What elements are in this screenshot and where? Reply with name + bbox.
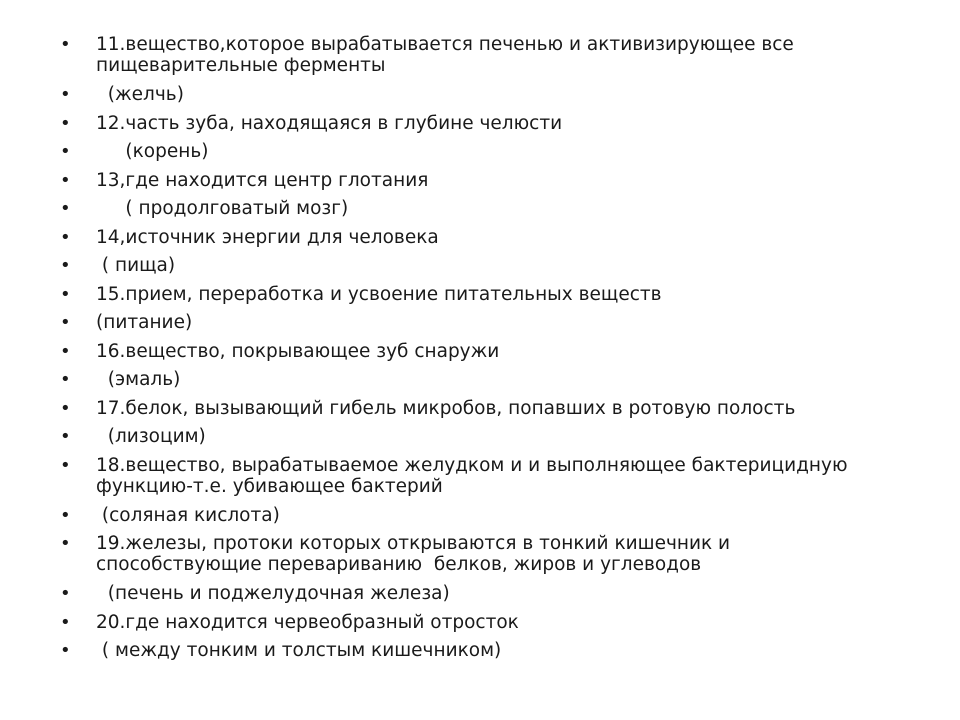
item-text: 15.прием, переработка и усвоение питательных веществ: [96, 283, 662, 305]
list-item: [60, 455, 900, 497]
bullet-dot-icon: •: [60, 533, 71, 554]
item-text: 18.вещество, вырабатываемое желудком и и выполняющее бактерицидную функцию-т.е. убивающее бактерий: [96, 454, 854, 497]
item-text: 17.белок, вызывающий гибель микробов, попавших в ротовую полость: [96, 397, 796, 419]
bullet-dot-icon: •: [60, 454, 71, 476]
item-text: 11.вещество,которое вырабатывается печенью и активизирующее все пищеварительные ферменты: [96, 34, 800, 76]
bullet-dot-icon: •: [60, 640, 71, 661]
bullet-dot-icon: •: [60, 397, 71, 419]
item-text: (соляная кислота): [96, 504, 280, 526]
list-item: [60, 227, 900, 248]
bullet-dot-icon: •: [60, 283, 71, 305]
list-item: [60, 341, 900, 362]
list-item: [60, 255, 900, 276]
item-text: 13,где находится центр глотания: [96, 169, 429, 191]
bullet-dot-icon: •: [60, 84, 71, 105]
item-text: (желчь): [96, 84, 184, 105]
bullet-dot-icon: •: [60, 504, 71, 526]
list-item: [60, 141, 900, 162]
list-item: [60, 640, 900, 661]
bullet-dot-icon: •: [60, 34, 71, 55]
bullet-dot-icon: •: [60, 141, 71, 162]
list-item: [60, 612, 900, 633]
bullet-dot-icon: •: [60, 369, 71, 390]
item-text: 14,источник энергии для человека: [96, 226, 439, 248]
bullet-dot-icon: •: [60, 312, 71, 333]
bullet-dot-icon: •: [60, 169, 71, 191]
item-text: ( продолговатый мозг): [96, 198, 349, 219]
list-item: [60, 369, 900, 390]
bullet-dot-icon: •: [60, 426, 71, 447]
list-item: [60, 198, 900, 219]
bullet-dot-icon: •: [60, 340, 71, 362]
list-item: [60, 583, 900, 604]
list-item: [60, 398, 900, 419]
bullet-dot-icon: •: [60, 255, 71, 276]
item-text: (эмаль): [96, 369, 181, 390]
item-text: ( между тонким и толстым кишечником): [96, 640, 502, 661]
item-text: 12.часть зуба, находящаяся в глубине челюсти: [96, 112, 563, 134]
bullet-dot-icon: •: [60, 112, 71, 134]
list-item: [60, 533, 900, 575]
bullet-dot-icon: •: [60, 611, 71, 633]
list-item: [60, 170, 900, 191]
item-text: (печень и поджелудочная железа): [96, 583, 450, 604]
bullet-list: [60, 34, 900, 669]
bullet-dot-icon: •: [60, 226, 71, 248]
list-item: [60, 34, 900, 76]
item-text: 19.железы, протоки которых открываются в тонкий кишечник и способствующие перевариванию белков, жиров и углеводов: [96, 533, 736, 575]
bullet-dot-icon: •: [60, 198, 71, 219]
list-item: [60, 84, 900, 105]
item-text: 16.вещество, покрывающее зуб снаружи: [96, 340, 500, 362]
item-text: ( пища): [96, 255, 176, 276]
list-item: [60, 505, 900, 526]
item-text: (корень): [96, 141, 209, 162]
item-text: (лизоцим): [96, 426, 206, 447]
item-text: (питание): [96, 312, 193, 333]
list-item: [60, 113, 900, 134]
list-item: [60, 312, 900, 333]
bullet-dot-icon: •: [60, 583, 71, 604]
list-item: [60, 426, 900, 447]
list-item: [60, 284, 900, 305]
item-text: 20.где находится червеобразный отросток: [96, 611, 519, 633]
